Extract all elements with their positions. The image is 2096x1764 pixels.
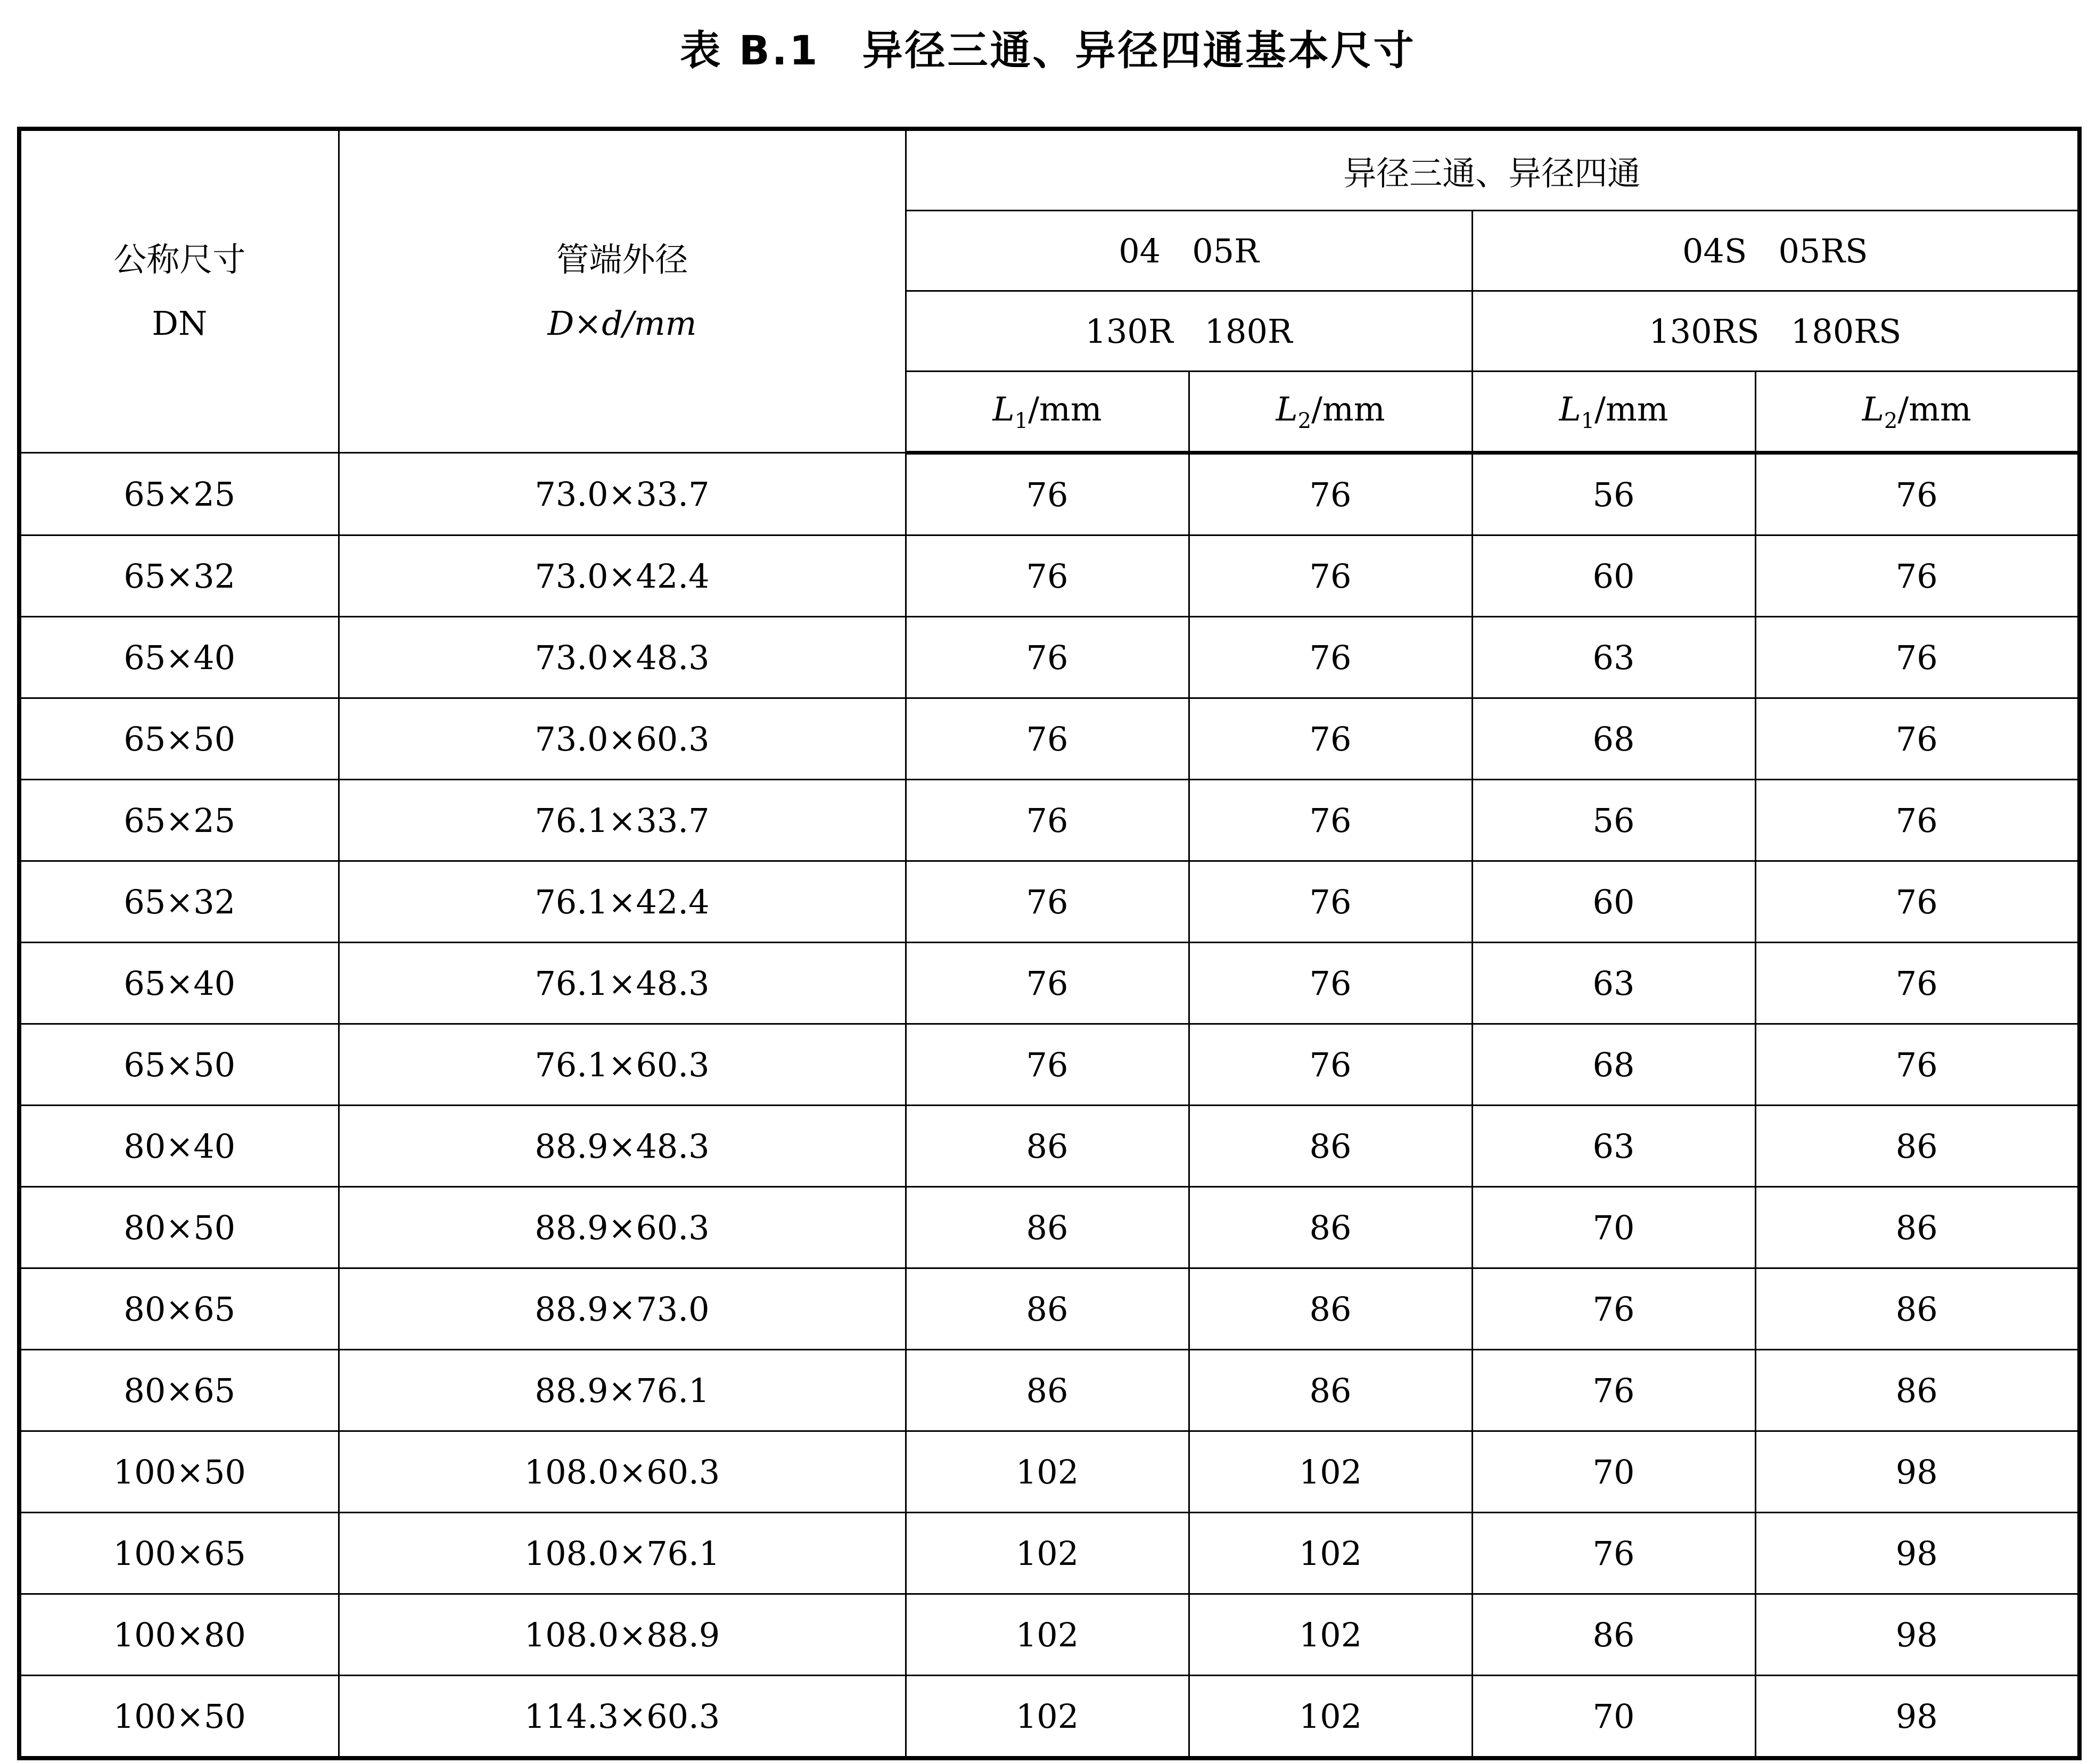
cell-nominal-size: 65×40	[19, 617, 339, 698]
cell-l2-b: 98	[1755, 1594, 2079, 1676]
cell-l2-a: 76	[1189, 780, 1472, 861]
table-row	[19, 1676, 2079, 1759]
header-outer-diameter-label: 管端外径	[556, 240, 688, 279]
header-outer-diameter-unit: D×d/mm	[547, 303, 697, 343]
table-row	[19, 1513, 2079, 1594]
header-fitting-group: 异径三通、异径四通	[906, 129, 2079, 211]
cell-nominal-size: 80×40	[19, 1106, 339, 1187]
cell-l2-a: 86	[1189, 1106, 1472, 1187]
cell-l1-b: 56	[1472, 453, 1755, 535]
table-row	[19, 1268, 2079, 1350]
cell-nominal-size: 80×50	[19, 1187, 339, 1268]
header-type-a-line1: 04 05R	[906, 211, 1472, 291]
cell-l1-b: 76	[1472, 1513, 1755, 1594]
table-row	[19, 1187, 2079, 1268]
cell-outer-diameter: 88.9×48.3	[339, 1106, 906, 1187]
cell-l1-b: 60	[1472, 861, 1755, 943]
cell-l2-b: 76	[1755, 453, 2079, 535]
header-nominal-size-unit: DN	[152, 303, 208, 343]
cell-l2-b: 86	[1755, 1350, 2079, 1431]
cell-nominal-size: 100×80	[19, 1594, 339, 1676]
cell-l2-a: 76	[1189, 943, 1472, 1024]
cell-l1-a: 102	[906, 1431, 1189, 1513]
table-row	[19, 780, 2079, 861]
cell-l2-b: 86	[1755, 1187, 2079, 1268]
cell-outer-diameter: 76.1×33.7	[339, 780, 906, 861]
cell-l2-b: 76	[1755, 1024, 2079, 1106]
table-row	[19, 617, 2079, 698]
cell-l2-a: 76	[1189, 617, 1472, 698]
cell-nominal-size: 100×50	[19, 1676, 339, 1759]
table-row	[19, 943, 2079, 1024]
cell-nominal-size: 100×65	[19, 1513, 339, 1594]
cell-outer-diameter: 88.9×76.1	[339, 1350, 906, 1431]
cell-l2-a: 102	[1189, 1431, 1472, 1513]
header-type-b-line1: 04S 05RS	[1472, 211, 2079, 291]
cell-l2-a: 102	[1189, 1513, 1472, 1594]
cell-l1-b: 68	[1472, 1024, 1755, 1106]
cell-outer-diameter: 73.0×60.3	[339, 698, 906, 780]
cell-nominal-size: 65×50	[19, 698, 339, 780]
header-l2-a: $L_2/mm$	[1189, 372, 1472, 453]
cell-l2-b: 76	[1755, 943, 2079, 1024]
dimensions-table	[17, 127, 2082, 1760]
cell-l1-a: 102	[906, 1676, 1189, 1759]
cell-l2-a: 76	[1189, 1024, 1472, 1106]
cell-l1-a: 76	[906, 943, 1189, 1024]
cell-l2-b: 86	[1755, 1106, 2079, 1187]
cell-outer-diameter: 73.0×42.4	[339, 535, 906, 617]
cell-l1-a: 86	[906, 1106, 1189, 1187]
cell-outer-diameter: 108.0×60.3	[339, 1431, 906, 1513]
table-row	[19, 1106, 2079, 1187]
cell-outer-diameter: 76.1×42.4	[339, 861, 906, 943]
cell-l1-b: 70	[1472, 1187, 1755, 1268]
cell-l2-a: 76	[1189, 453, 1472, 535]
cell-outer-diameter: 73.0×48.3	[339, 617, 906, 698]
header-nominal-size	[19, 129, 339, 453]
cell-l1-a: 86	[906, 1268, 1189, 1350]
cell-l2-a: 86	[1189, 1268, 1472, 1350]
cell-l1-a: 76	[906, 861, 1189, 943]
cell-nominal-size: 65×25	[19, 453, 339, 535]
cell-l2-b: 76	[1755, 698, 2079, 780]
header-outer-diameter	[339, 129, 906, 453]
table-row	[19, 1024, 2079, 1106]
cell-nominal-size: 80×65	[19, 1268, 339, 1350]
header-type-b-line2: 130RS 180RS	[1472, 291, 2079, 372]
header-nominal-size-label: 公称尺寸	[113, 240, 246, 279]
table-row	[19, 535, 2079, 617]
cell-l1-b: 63	[1472, 1106, 1755, 1187]
cell-l2-b: 76	[1755, 617, 2079, 698]
cell-outer-diameter: 114.3×60.3	[339, 1676, 906, 1759]
cell-l1-a: 76	[906, 698, 1189, 780]
cell-outer-diameter: 108.0×76.1	[339, 1513, 906, 1594]
cell-l1-b: 68	[1472, 698, 1755, 780]
table-row	[19, 861, 2079, 943]
cell-nominal-size: 65×25	[19, 780, 339, 861]
cell-l1-b: 86	[1472, 1594, 1755, 1676]
table-row	[19, 453, 2079, 535]
cell-l1-b: 56	[1472, 780, 1755, 861]
header-l2-b: $L_2/mm$	[1755, 372, 2079, 453]
cell-l2-a: 102	[1189, 1676, 1472, 1759]
cell-l1-b: 70	[1472, 1676, 1755, 1759]
table-row	[19, 1594, 2079, 1676]
cell-l2-a: 76	[1189, 861, 1472, 943]
cell-l1-b: 60	[1472, 535, 1755, 617]
cell-nominal-size: 80×65	[19, 1350, 339, 1431]
header-type-a-line2: 130R 180R	[906, 291, 1472, 372]
cell-outer-diameter: 76.1×48.3	[339, 943, 906, 1024]
cell-l1-a: 102	[906, 1513, 1189, 1594]
cell-l1-b: 63	[1472, 943, 1755, 1024]
cell-l2-a: 86	[1189, 1187, 1472, 1268]
cell-l2-b: 98	[1755, 1513, 2079, 1594]
cell-l1-a: 76	[906, 453, 1189, 535]
cell-l1-a: 102	[906, 1594, 1189, 1676]
cell-l1-a: 76	[906, 1024, 1189, 1106]
cell-l2-b: 86	[1755, 1268, 2079, 1350]
cell-nominal-size: 65×32	[19, 535, 339, 617]
table-row	[19, 1350, 2079, 1431]
cell-l2-a: 102	[1189, 1594, 1472, 1676]
cell-nominal-size: 65×40	[19, 943, 339, 1024]
cell-nominal-size: 65×32	[19, 861, 339, 943]
table-number: 表 B.1	[680, 27, 820, 74]
cell-l1-b: 63	[1472, 617, 1755, 698]
cell-nominal-size: 100×50	[19, 1431, 339, 1513]
cell-l2-a: 76	[1189, 698, 1472, 780]
cell-l1-b: 76	[1472, 1350, 1755, 1431]
cell-l2-b: 76	[1755, 535, 2079, 617]
cell-outer-diameter: 76.1×60.3	[339, 1024, 906, 1106]
table-caption: 异径三通、异径四通基本尺寸	[862, 27, 1416, 74]
cell-outer-diameter: 73.0×33.7	[339, 453, 906, 535]
cell-l2-b: 76	[1755, 780, 2079, 861]
cell-l1-a: 76	[906, 780, 1189, 861]
cell-outer-diameter: 108.0×88.9	[339, 1594, 906, 1676]
cell-l1-a: 76	[906, 617, 1189, 698]
cell-l1-a: 86	[906, 1187, 1189, 1268]
cell-l1-b: 76	[1472, 1268, 1755, 1350]
table-title	[0, 21, 2096, 80]
cell-l2-b: 98	[1755, 1431, 2079, 1513]
header-l1-b: $L_1/mm$	[1472, 372, 1755, 453]
cell-nominal-size: 65×50	[19, 1024, 339, 1106]
header-l1-a: $L_1/mm$	[906, 372, 1189, 453]
cell-outer-diameter: 88.9×60.3	[339, 1187, 906, 1268]
cell-l2-a: 86	[1189, 1350, 1472, 1431]
cell-l2-a: 76	[1189, 535, 1472, 617]
table-row	[19, 698, 2079, 780]
cell-outer-diameter: 88.9×73.0	[339, 1268, 906, 1350]
cell-l1-a: 86	[906, 1350, 1189, 1431]
cell-l2-b: 98	[1755, 1676, 2079, 1759]
table-row	[19, 1431, 2079, 1513]
cell-l1-a: 76	[906, 535, 1189, 617]
cell-l1-b: 70	[1472, 1431, 1755, 1513]
cell-l2-b: 76	[1755, 861, 2079, 943]
